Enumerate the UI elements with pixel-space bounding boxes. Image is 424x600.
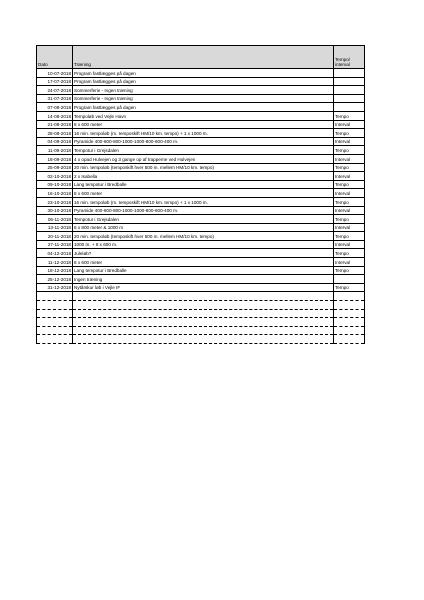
training-cell: Tempotur i Grejsdalen [73,215,334,224]
type-cell: Tempo [334,111,365,120]
date-cell: 09-10-2018 [37,180,73,189]
table-row [37,154,365,163]
training-schedule-sheet [36,45,351,344]
training-cell: Pyramide 400-600-800-1000-1000-800-600-400 m. [73,137,334,146]
training-cell: 2 x Isabella [73,172,334,181]
empty-cell [73,326,334,335]
header-tempo-interval [334,46,365,69]
header-training: Træning [73,46,334,69]
type-cell [334,103,365,112]
training-cell: Lang tempotur i Bredballe [73,266,334,275]
date-cell: 04-09-2018 [37,137,73,146]
header-tempo-line2: interval [335,62,350,68]
type-cell [334,275,365,284]
training-cell: 16 min. tempoløb (m. temposkift HM/10 km. tempo) + 1 x 1000 m. [73,197,334,206]
training-cell: Program fastlægges på dagen [73,69,334,78]
type-cell: Interval [334,240,365,249]
date-cell: 23-10-2018 [37,197,73,206]
type-cell: Interval [334,189,365,198]
type-cell: Tempo [334,197,365,206]
date-cell: 25-09-2018 [37,163,73,172]
training-cell: 8 x 600 meter [73,258,334,267]
table-row [37,240,365,249]
training-cell: 8 x 600 meter [73,189,334,198]
date-cell: 18-09-2018 [37,154,73,163]
training-cell: Tempotur i Grejsdalen [73,146,334,155]
schedule-body [37,69,365,344]
date-cell: 07-08-2018 [37,103,73,112]
table-row [37,86,365,95]
date-cell: 21-08-2018 [37,120,73,129]
empty-row [37,301,365,310]
training-cell: Program fastlægges på dagen [73,77,334,86]
date-cell: 04-12-2018 [37,249,73,258]
type-cell [334,94,365,103]
date-cell: 25-12-2018 [37,275,73,284]
type-cell: Interval [334,154,365,163]
date-cell: 28-08-2018 [37,129,73,138]
table-row [37,69,365,78]
table-row [37,266,365,275]
header-date: Dato [37,46,73,69]
training-cell: 16 min. tempoløb (m. temposkift HM/10 km. tempo) + 1 x 1000 m. [73,129,334,138]
empty-cell [37,318,73,327]
type-cell [334,86,365,95]
date-cell: 10-07-2018 [37,69,73,78]
type-cell: Interval [334,206,365,215]
table-row [37,120,365,129]
type-cell: Tempo [334,249,365,258]
type-cell: Interval [334,137,365,146]
date-cell: 14-08-2018 [37,111,73,120]
table-row [37,232,365,241]
empty-cell [334,318,365,327]
empty-cell [37,309,73,318]
training-cell: Sommerferie - Ingen træning [73,86,334,95]
table-row [37,180,365,189]
type-cell: Tempo [334,283,365,292]
empty-cell [37,335,73,344]
table-row [37,163,365,172]
date-cell: 16-10-2018 [37,189,73,198]
header-row [37,46,365,69]
empty-row [37,326,365,335]
date-cell: 20-11-2018 [37,232,73,241]
date-cell: 11-09-2018 [37,146,73,155]
empty-cell [73,318,334,327]
type-cell [334,69,365,78]
table-row [37,146,365,155]
empty-cell [37,301,73,310]
empty-cell [334,309,365,318]
table-row [37,249,365,258]
training-cell: Lang tempotur i Bredballe [73,180,334,189]
date-cell: 06-11-2018 [37,215,73,224]
empty-row [37,292,365,301]
training-cell: 20 min. tempoløb (temposkift hver 500 m. mellem HM/10 km. tempo) [73,232,334,241]
training-cell: 20 min. tempoløb (temposkift hver 500 m. mellem HM/10 km. tempo) [73,163,334,172]
type-cell [334,77,365,86]
table-row [37,223,365,232]
empty-cell [73,309,334,318]
training-cell: Sommerferie - Ingen træning [73,94,334,103]
table-row [37,206,365,215]
table-row [37,129,365,138]
training-cell: 8 x 600 meter [73,120,334,129]
type-cell: Tempo [334,215,365,224]
training-cell: 4 x opad Hulvejen og 3 gange op af trapperne ved Hulvejen [73,154,334,163]
type-cell: Tempo [334,232,365,241]
header-tempo-line1: Tempo/ [335,56,351,62]
date-cell: 02-10-2018 [37,172,73,181]
date-cell: 11-12-2018 [37,258,73,267]
date-cell: 24-07-2018 [37,86,73,95]
table-row [37,197,365,206]
table-row [37,111,365,120]
type-cell: Tempo [334,129,365,138]
table-row [37,172,365,181]
date-cell: 31-12-2018 [37,283,73,292]
date-cell: 18-12-2018 [37,266,73,275]
table-row [37,77,365,86]
date-cell: 27-11-2018 [37,240,73,249]
date-cell: 30-10-2018 [37,206,73,215]
training-cell: Pyramide 400-600-800-1000-1000-800-600-400 m. [73,206,334,215]
training-cell: Tempoløb ved Vejle Havn [73,111,334,120]
table-row [37,103,365,112]
date-cell: 17-07-2018 [37,77,73,86]
empty-cell [334,292,365,301]
empty-cell [37,292,73,301]
type-cell: Tempo [334,146,365,155]
date-cell: 31-07-2018 [37,94,73,103]
empty-row [37,309,365,318]
table-row [37,258,365,267]
training-schedule-table [36,45,365,344]
training-cell: Program fastlægges på dagen [73,103,334,112]
training-cell: 1000 m. + 8 x 600 m. [73,240,334,249]
empty-row [37,318,365,327]
empty-cell [73,292,334,301]
training-cell: Ingen træning [73,275,334,284]
type-cell: Interval [334,172,365,181]
empty-cell [73,335,334,344]
table-row [37,189,365,198]
table-row [37,215,365,224]
table-row [37,283,365,292]
type-cell: Tempo [334,266,365,275]
type-cell: Tempo [334,163,365,172]
type-cell: Interval [334,258,365,267]
training-cell: Juleløb? [73,249,334,258]
empty-cell [334,326,365,335]
training-cell: Nytårskur løb i Vejle IF [73,283,334,292]
table-row [37,275,365,284]
type-cell: Tempo [334,180,365,189]
empty-cell [334,301,365,310]
date-cell: 13-11-2018 [37,223,73,232]
type-cell: Interval [334,223,365,232]
table-row [37,94,365,103]
table-row [37,137,365,146]
empty-cell [73,301,334,310]
empty-cell [334,335,365,344]
empty-row [37,335,365,344]
training-cell: 6 x 800 meter & 1000 m [73,223,334,232]
empty-cell [37,326,73,335]
type-cell: Interval [334,120,365,129]
